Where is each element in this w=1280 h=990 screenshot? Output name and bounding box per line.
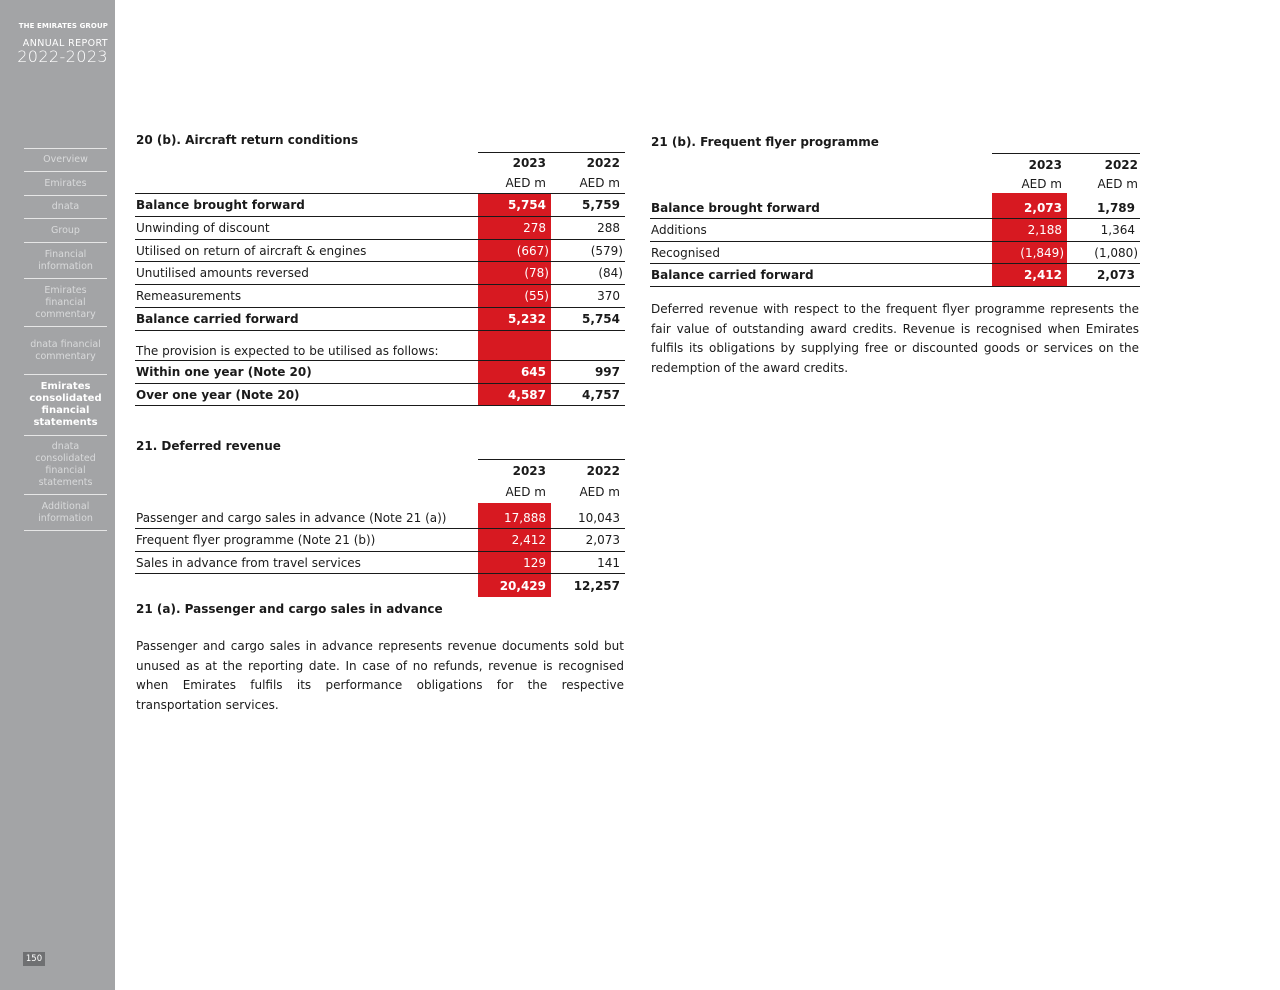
table-row: Remeasurements (55) 370 xyxy=(135,285,625,308)
table-row: Additions 2,188 1,364 xyxy=(650,219,1140,242)
table-unit-row xyxy=(650,175,1140,193)
col-2022: 2022 xyxy=(1067,153,1140,175)
col-2022: 2022 xyxy=(551,152,625,173)
col-2023: 2023 xyxy=(478,152,551,173)
group-name: THE EMIRATES GROUP xyxy=(18,22,108,30)
nav-item-emirates[interactable]: Emirates xyxy=(24,172,107,196)
report-year: 2022-2023 xyxy=(17,47,108,66)
nav-item-emirates-financial-commentary[interactable]: Emirates financial commentary xyxy=(24,279,107,327)
col-2023: 2023 xyxy=(478,459,551,481)
nav-item-additional-information[interactable]: Additional information xyxy=(24,495,107,531)
unit-2022: AED m xyxy=(579,485,620,499)
nav-item-emirates-consolidated-financial-statements[interactable]: Emirates consolidated financial statements xyxy=(24,375,107,436)
unit-2022: AED m xyxy=(1097,177,1138,191)
passenger-cargo-title: 21 (a). Passenger and cargo sales in advance xyxy=(136,602,443,616)
aircraft-return-table xyxy=(135,152,625,406)
nav-item-dnata[interactable]: dnata xyxy=(24,196,107,219)
frequent-flyer-title: 21 (b). Frequent flyer programme xyxy=(651,135,879,149)
table-unit-row xyxy=(135,481,625,503)
unit-2023: AED m xyxy=(1021,177,1062,191)
unit-2022: AED m xyxy=(579,176,620,190)
page-number: 150 xyxy=(23,952,45,966)
deferred-revenue-table xyxy=(135,459,625,597)
table-unit-row xyxy=(135,173,625,194)
table-row: Balance carried forward 5,232 5,754 xyxy=(135,308,625,331)
frequent-flyer-table xyxy=(650,153,1140,287)
col-2023: 2023 xyxy=(992,153,1067,175)
table-header-row xyxy=(135,459,625,481)
table-row: Balance brought forward 5,754 5,759 xyxy=(135,194,625,217)
table-header-row xyxy=(650,153,1140,175)
passenger-cargo-text: Passenger and cargo sales in advance represents revenue documents sold but unused as at the reporting date. In case of no refunds, revenue is recognised when Emirates fulfils its performance obligations for the respective transportation services. xyxy=(136,639,624,712)
nav-item-dnata-consolidated-financial-statements[interactable]: dnata consolidated financial statements xyxy=(24,436,107,495)
table-row: Unutilised amounts reversed (78) (84) xyxy=(135,262,625,285)
deferred-revenue-title: 21. Deferred revenue xyxy=(136,439,281,453)
table-row: Unwinding of discount 278 288 xyxy=(135,217,625,240)
table-row: Over one year (Note 20) 4,587 4,757 xyxy=(135,384,625,406)
table-total-row: 20,429 12,257 xyxy=(135,574,625,597)
unit-2023: AED m xyxy=(505,176,546,190)
nav-item-overview[interactable]: Overview xyxy=(24,149,107,172)
table-row: Frequent flyer programme (Note 21 (b)) 2,412 2,073 xyxy=(135,529,625,552)
annual-report-label: ANNUAL REPORT xyxy=(22,38,108,49)
table-row: Recognised (1,849) (1,080) xyxy=(650,242,1140,264)
nav-item-financial-information[interactable]: Financial information xyxy=(24,243,107,279)
aircraft-return-title: 20 (b). Aircraft return conditions xyxy=(136,133,359,147)
table-row: Balance carried forward 2,412 2,073 xyxy=(650,264,1140,287)
table-row: Utilised on return of aircraft & engines (667) (579) xyxy=(135,240,625,262)
nav-item-group[interactable]: Group xyxy=(24,219,107,243)
unit-2023: AED m xyxy=(505,485,546,499)
table-row: Balance brought forward 2,073 1,789 xyxy=(650,197,1140,219)
table-header-row xyxy=(135,152,625,173)
table-row: The provision is expected to be utilised as follows: xyxy=(135,331,625,361)
nav-item-dnata-financial-commentary[interactable]: dnata financial commentary xyxy=(24,327,107,375)
table-row: Within one year (Note 20) 645 997 xyxy=(135,361,625,384)
col-2022: 2022 xyxy=(551,459,625,481)
table-row: Sales in advance from travel services 129 141 xyxy=(135,552,625,574)
frequent-flyer-text: Deferred revenue with respect to the frequent flyer programme represents the fair value of outstanding award credits. Revenue is recognised when Emirates fulfils its obligations by supplying free or discounted goods or services on the redemption of the award credits. xyxy=(651,302,1139,375)
table-row: Passenger and cargo sales in advance (Note 21 (a)) 17,888 10,043 xyxy=(135,507,625,529)
